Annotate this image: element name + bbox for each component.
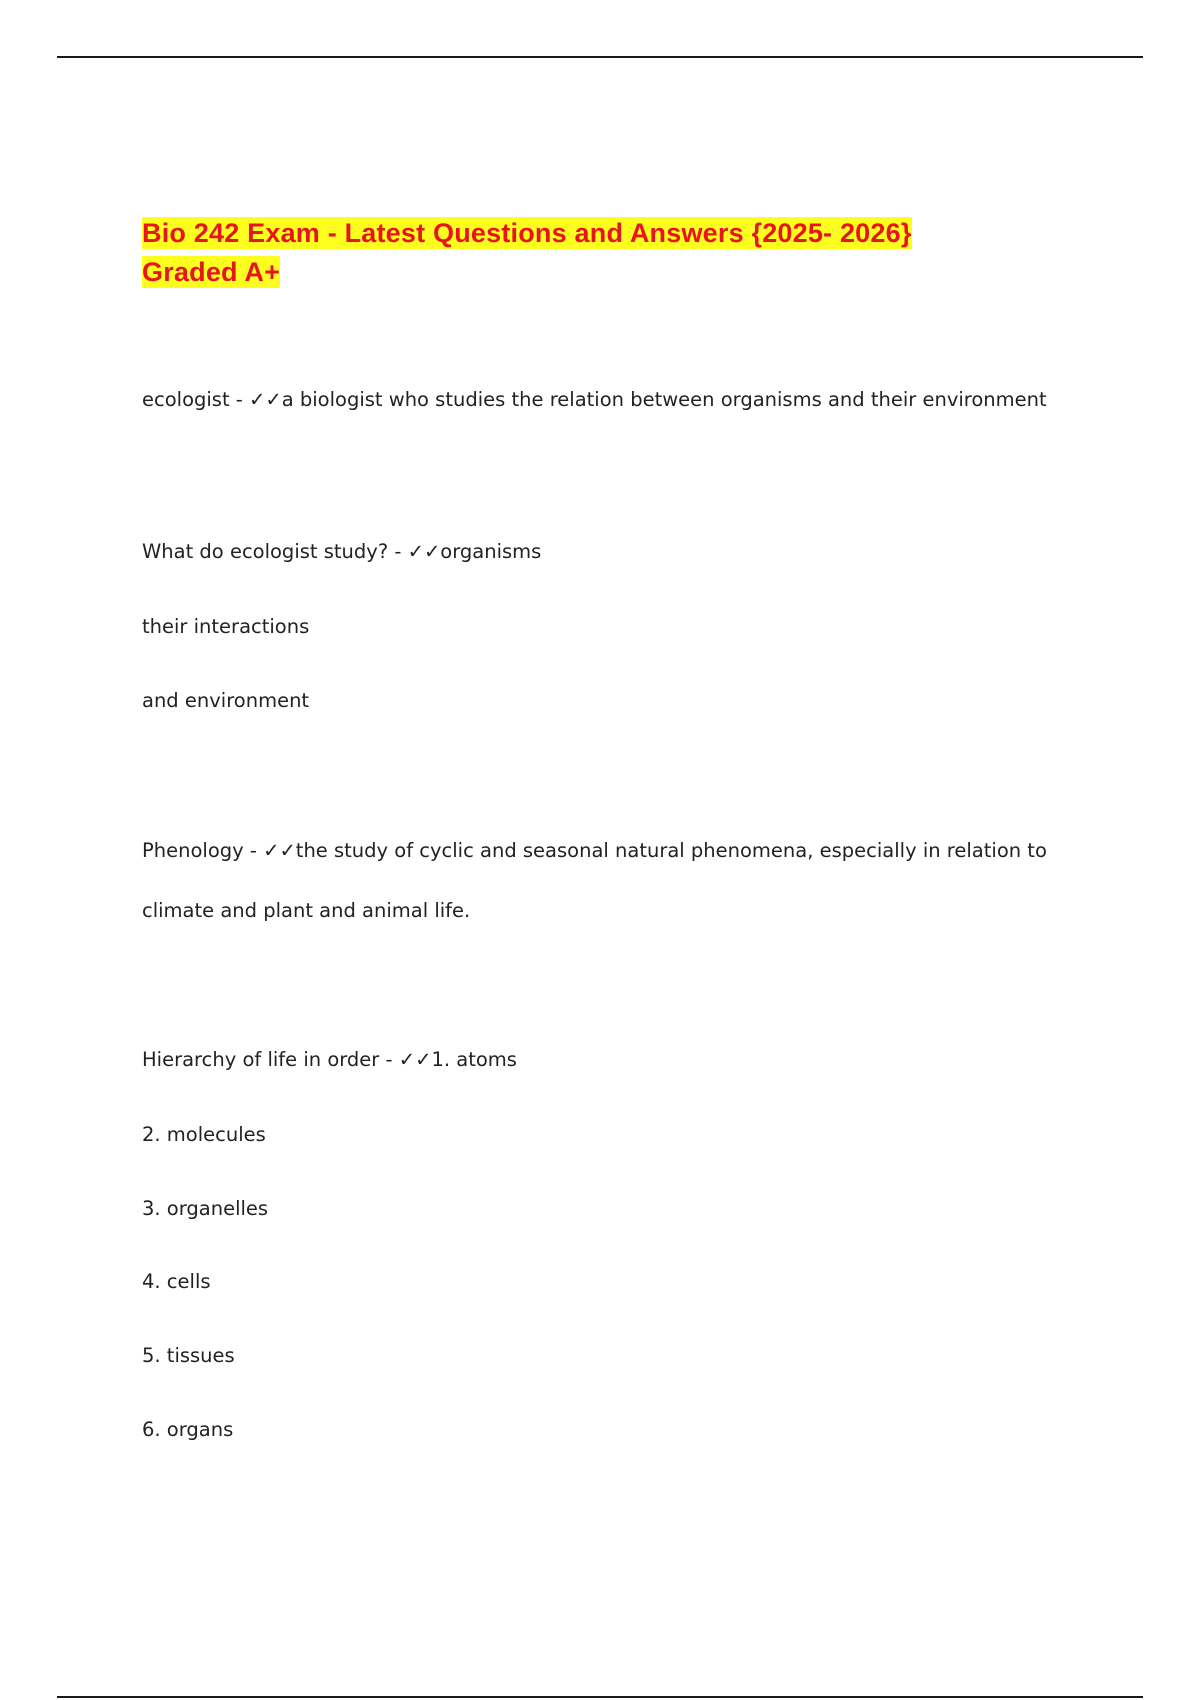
entry-answer-continuation: climate and plant and animal life.: [142, 899, 471, 922]
double-check-icon: ✓✓: [249, 388, 282, 411]
entry-phenology: [142, 839, 1047, 863]
entry-answer-line: a biologist who studies the relation between organisms and their environment: [281, 388, 1047, 411]
document-title: [142, 214, 1042, 292]
document-title-line-1: Bio 242 Exam - Latest Questions and Answers {2025- 2026}: [142, 218, 912, 248]
list-item: 3. organelles: [142, 1197, 269, 1220]
entry-ecologist-study: [142, 540, 541, 564]
entry-hierarchy-of-life: [142, 1048, 517, 1072]
list-item: 4. cells: [142, 1270, 211, 1293]
footer-rule: [57, 1696, 1143, 1698]
entry-answer-line: organisms: [440, 540, 542, 563]
entry-answer-continuation: and environment: [142, 689, 310, 712]
entry-term: What do ecologist study? -: [142, 540, 408, 563]
entry-term: Hierarchy of life in order -: [142, 1048, 399, 1071]
double-check-icon: ✓✓: [398, 1048, 432, 1071]
document-title-line-2: Graded A+: [142, 257, 281, 287]
header-rule: [57, 56, 1143, 58]
entry-answer-line: the study of cyclic and seasonal natural phenomena, especially in relation to: [295, 839, 1047, 862]
entry-answer-continuation: their interactions: [142, 615, 310, 638]
list-item: 6. organs: [142, 1418, 234, 1441]
list-item: 2. molecules: [142, 1123, 266, 1146]
entry-answer-line: 1. atoms: [431, 1048, 517, 1071]
entry-ecologist: [142, 388, 1047, 412]
double-check-icon: ✓✓: [407, 540, 441, 563]
entry-term: ecologist -: [142, 388, 250, 411]
double-check-icon: ✓✓: [263, 839, 296, 862]
entry-term: Phenology -: [142, 839, 264, 862]
list-item: 5. tissues: [142, 1344, 235, 1367]
